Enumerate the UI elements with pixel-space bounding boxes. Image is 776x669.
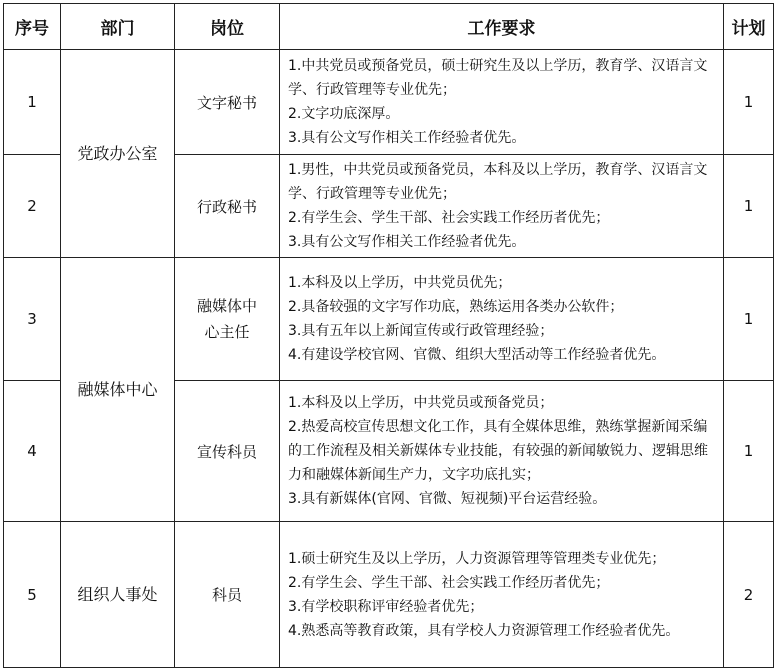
- row-plan: 1: [724, 381, 774, 522]
- table-container: [3, 3, 774, 668]
- row-requirements: [280, 381, 724, 522]
- row-position: 文字秘书: [175, 50, 280, 155]
- row-position: 科员: [175, 522, 280, 668]
- row-seq: 5: [4, 522, 61, 668]
- dept-cell: 组织人事处: [61, 522, 175, 668]
- requirement-item: 2.热爱高校宣传思想文化工作，具有全媒体思维，熟练掌握新闻采编的工作流程及相关新媒体专业技能，有较强的新闻敏锐力、逻辑思维力和融媒体新闻生产力，文字功底扎实；: [288, 419, 708, 483]
- row-seq: 3: [4, 258, 61, 381]
- requirement-item: 3.具有新媒体(官网、官微、短视频)平台运营经验。: [288, 491, 607, 507]
- requirement-item: 1.男性，中共党员或预备党员，本科及以上学历，教育学、汉语言文学、行政管理等专业优先；: [288, 162, 708, 202]
- row-requirements: [280, 258, 724, 381]
- requirement-item: 1.本科及以上学历，中共党员优先；: [288, 275, 512, 291]
- row-plan: 1: [724, 50, 774, 155]
- requirement-item: 1.中共党员或预备党员，硕士研究生及以上学历，教育学、汉语言文学、行政管理等专业优先；: [288, 58, 708, 98]
- table-row: [4, 258, 774, 381]
- requirement-item: 2.有学生会、学生干部、社会实践工作经历者优先；: [288, 574, 610, 591]
- requirement-item: 2.有学生会、学生干部、社会实践工作经历者优先；: [288, 210, 610, 226]
- row-position: 宣传科员: [175, 381, 280, 522]
- header-seq: 序号: [4, 4, 61, 50]
- row-seq: 4: [4, 381, 61, 522]
- row-position: 融媒体中心主任: [175, 258, 280, 381]
- row-seq: 1: [4, 50, 61, 155]
- header-requirements: 工作要求: [280, 4, 724, 50]
- requirement-item: 3.有学校职称评审经验者优先；: [288, 598, 484, 615]
- table-row: [4, 50, 774, 155]
- requirement-item: 1.本科及以上学历，中共党员或预备党员；: [288, 395, 554, 411]
- row-requirements: [280, 50, 724, 155]
- requirement-item: 2.文字功底深厚。: [288, 106, 400, 122]
- requirement-item: 2.具备较强的文字写作功底，熟练运用各类办公软件；: [288, 299, 624, 315]
- header-plan: 计划: [724, 4, 774, 50]
- header-row: [4, 4, 774, 50]
- row-plan: 1: [724, 155, 774, 258]
- table-row: [4, 522, 774, 668]
- row-requirements: [280, 155, 724, 258]
- row-seq: 2: [4, 155, 61, 258]
- requirement-item: 4.熟悉高等教育政策，具有学校人力资源管理工作经验者优先。: [288, 622, 680, 639]
- row-plan: 2: [724, 522, 774, 668]
- requirement-item: 3.具有五年以上新闻宣传或行政管理经验；: [288, 323, 554, 339]
- requirement-item: 3.具有公文写作相关工作经验者优先。: [288, 130, 526, 146]
- row-requirements: [280, 522, 724, 668]
- dept-cell: 融媒体中心: [61, 258, 175, 522]
- requirement-item: 3.具有公文写作相关工作经验者优先。: [288, 234, 526, 250]
- requirement-item: 4.有建设学校官网、官微、组织大型活动等工作经验者优先。: [288, 347, 666, 363]
- dept-cell: 党政办公室: [61, 50, 175, 258]
- header-position: 岗位: [175, 4, 280, 50]
- header-dept: 部门: [61, 4, 175, 50]
- requirement-item: 1.硕士研究生及以上学历，人力资源管理等管理类专业优先；: [288, 550, 666, 567]
- row-position: 行政秘书: [175, 155, 280, 258]
- row-plan: 1: [724, 258, 774, 381]
- recruitment-table: [3, 3, 774, 668]
